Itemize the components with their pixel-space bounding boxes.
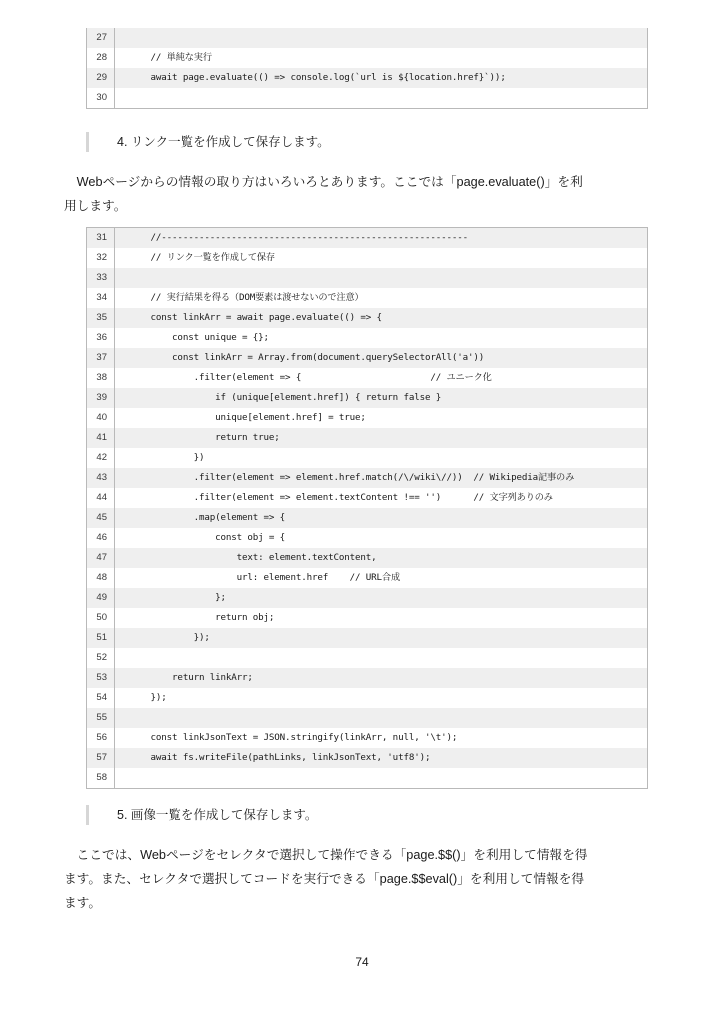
code-line-text: //---------------------------------------------------------: [129, 232, 469, 243]
code-line-text: const obj = {: [129, 532, 286, 543]
code-block-link-list: [86, 227, 648, 789]
code-line: [87, 568, 647, 588]
code-line-text: await page.evaluate(() => console.log(`url is ${location.href}`));: [129, 72, 506, 83]
code-line-number: 38: [87, 368, 115, 388]
code-line: [87, 488, 647, 508]
code-line-text: // 単純な実行: [129, 52, 212, 63]
code-line-number: 44: [87, 488, 115, 508]
code-line-text: return true;: [129, 432, 280, 443]
code-line-text: text: element.textContent,: [129, 552, 377, 563]
code-line: [87, 328, 647, 348]
code-line-text: const linkJsonText = JSON.stringify(linkArr, null, '\t');: [129, 732, 458, 743]
paragraph-selector-intro: [64, 843, 664, 915]
code-line: [87, 368, 647, 388]
code-line-number: 45: [87, 508, 115, 528]
code-line-number: 28: [87, 48, 115, 68]
code-line: [87, 308, 647, 328]
code-line: [87, 228, 647, 248]
code-line: [87, 768, 647, 788]
code-line: [87, 528, 647, 548]
code-line: [87, 428, 647, 448]
code-line-text: const linkArr = await page.evaluate(() => {: [129, 312, 382, 323]
code-line-number: 30: [87, 88, 115, 108]
code-line-number: 27: [87, 28, 115, 48]
code-line: [87, 48, 647, 68]
code-line-text: [115, 708, 647, 728]
code-line-text: .filter(element => { // ユニーク化: [129, 372, 492, 383]
code-line-number: 57: [87, 748, 115, 768]
code-line-text: const unique = {};: [129, 332, 269, 343]
code-line-number: 29: [87, 68, 115, 88]
code-line-text: const linkArr = Array.from(document.querySelectorAll('a')): [129, 352, 485, 363]
code-line-number: 32: [87, 248, 115, 268]
code-line-text: });: [129, 632, 210, 643]
page-number: 74: [355, 955, 369, 969]
code-line-text: await fs.writeFile(pathLinks, linkJsonText, 'utf8');: [129, 752, 431, 763]
heading-step-5-label: 5. 画像一覧を作成して保存します。: [117, 808, 318, 822]
paragraph-selector-intro-line-2: ます。また、セレクタで選択してコードを実行できる「page.$$eval()」を利用して情報を得: [64, 872, 585, 886]
code-line-text: [115, 28, 647, 48]
code-line-text: [115, 768, 647, 788]
code-line: [87, 388, 647, 408]
code-line-text: });: [129, 692, 167, 703]
code-line-number: 47: [87, 548, 115, 568]
code-line: [87, 748, 647, 768]
code-line-number: 53: [87, 668, 115, 688]
code-line-text: [115, 268, 647, 288]
code-line-text: [115, 648, 647, 668]
code-line-number: 55: [87, 708, 115, 728]
code-line-number: 42: [87, 448, 115, 468]
code-line-text: return obj;: [129, 612, 275, 623]
paragraph-evaluate-intro: [64, 170, 664, 218]
code-line: [87, 628, 647, 648]
code-line-number: 54: [87, 688, 115, 708]
code-line-number: 34: [87, 288, 115, 308]
code-line: [87, 708, 647, 728]
code-line-number: 46: [87, 528, 115, 548]
code-line: [87, 248, 647, 268]
code-line-text: };: [129, 592, 226, 603]
code-line: [87, 88, 647, 108]
code-line-text: return linkArr;: [129, 672, 253, 683]
code-line: [87, 608, 647, 628]
code-line: [87, 348, 647, 368]
paragraph-evaluate-intro-line-2: 用します。: [64, 199, 127, 213]
code-line: [87, 648, 647, 668]
code-line: [87, 68, 647, 88]
code-line: [87, 728, 647, 748]
code-line-text: url: element.href // URL合成: [129, 572, 400, 583]
code-line-text: // リンク一覧を作成して保存: [129, 252, 275, 263]
code-line-text: .map(element => {: [129, 512, 286, 523]
code-line-number: 36: [87, 328, 115, 348]
code-line-text: .filter(element => element.textContent !== '') // 文字列ありのみ: [129, 492, 553, 503]
code-line-number: 43: [87, 468, 115, 488]
code-line-text: .filter(element => element.href.match(/\/wiki\//)) // Wikipedia記事のみ: [129, 472, 575, 483]
code-line-text: }): [129, 452, 205, 463]
code-line: [87, 408, 647, 428]
code-line: [87, 588, 647, 608]
code-line-number: 50: [87, 608, 115, 628]
paragraph-selector-intro-line-3: ます。: [64, 896, 102, 910]
code-line: [87, 28, 647, 48]
heading-step-4-label: 4. リンク一覧を作成して保存します。: [117, 135, 330, 149]
heading-step-4: [86, 130, 646, 154]
code-line-number: 33: [87, 268, 115, 288]
heading-accent-bar: [86, 132, 89, 152]
code-line-text: if (unique[element.href]) { return false }: [129, 392, 442, 403]
code-line-number: 37: [87, 348, 115, 368]
code-line-number: 56: [87, 728, 115, 748]
code-line: [87, 668, 647, 688]
code-line: [87, 688, 647, 708]
code-line: [87, 448, 647, 468]
paragraph-evaluate-intro-line-1: Webページからの情報の取り方はいろいろとあります。ここでは「page.evaluate()」を利: [64, 175, 583, 189]
code-line: [87, 508, 647, 528]
code-line-number: 58: [87, 768, 115, 788]
code-line-number: 31: [87, 228, 115, 248]
code-line-number: 41: [87, 428, 115, 448]
code-line-number: 39: [87, 388, 115, 408]
code-line: [87, 548, 647, 568]
code-line-number: 52: [87, 648, 115, 668]
code-line-number: 48: [87, 568, 115, 588]
code-line: [87, 268, 647, 288]
code-line-text: [115, 88, 647, 108]
code-block-continued: [86, 28, 648, 109]
code-line-number: 51: [87, 628, 115, 648]
heading-step-5: [86, 803, 646, 827]
heading-accent-bar: [86, 805, 89, 825]
code-line: [87, 288, 647, 308]
code-line-text: // 実行結果を得る（DOM要素は渡せないので注意）: [129, 292, 364, 303]
code-line: [87, 468, 647, 488]
code-line-number: 40: [87, 408, 115, 428]
paragraph-selector-intro-line-1: ここでは、Webページをセレクタで選択して操作できる「page.$$()」を利用して情報を得: [64, 848, 588, 862]
code-line-number: 49: [87, 588, 115, 608]
code-line-text: unique[element.href] = true;: [129, 412, 366, 423]
code-line-number: 35: [87, 308, 115, 328]
